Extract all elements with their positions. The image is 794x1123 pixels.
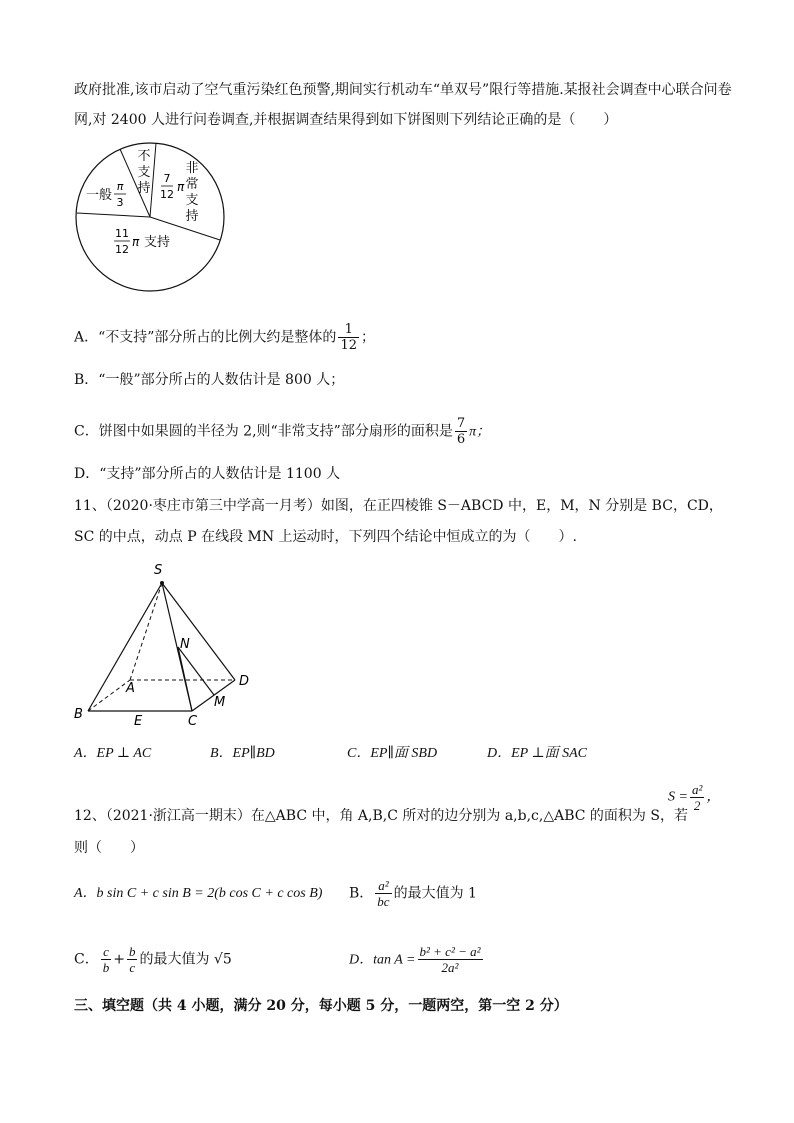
q12-line1: 12、（2021·浙江高一期末）在△ABC 中，角 A,B,C 所对的边分别为 a,b,c,△ABC 的面积为 S，若	[74, 808, 688, 824]
svg-text:支: 支	[137, 165, 151, 180]
fraction: $\frac{\text{a²}}{2}$	[691, 782, 703, 813]
slice-label-neutral	[86, 180, 126, 209]
vertex-c: C	[188, 714, 198, 728]
svg-text:一般: 一般	[86, 188, 113, 203]
fraction: $\frac{\text{a²}}{bc}$	[377, 878, 390, 909]
q10-option-c: C．饼图中如果圆的半径为 2,则“非常支持”部分扇形的面积是 $\frac{7}{6}$ π；	[74, 416, 491, 447]
svg-text:12: 12	[115, 243, 129, 256]
svg-text:7: 7	[163, 172, 171, 185]
vertex-a: A	[126, 681, 135, 696]
fraction: $\frac{b}{c}$	[128, 944, 136, 975]
q12-option-d: D．tan A = $\frac{\text{b² + c² − a²}}{\text{2a²}}$	[349, 944, 481, 975]
q10-option-a: A．“不支持”部分所占的比例大约是整体的 $\frac{1}{12}$ ；	[74, 322, 375, 353]
q12-line2: 则（ ）	[74, 840, 144, 856]
q10-intro-line2: 网,对 2400 人进行问卷调查,并根据调查结果得到如下饼图则下列结论正确的是（ ）	[74, 112, 618, 128]
point-m: M	[214, 695, 226, 710]
point-n: N	[180, 637, 190, 652]
pyramid-figure	[70, 558, 260, 728]
vertex-b: B	[74, 707, 83, 722]
vertex-d: D	[239, 674, 250, 689]
q11-line1: 11、（2020·枣庄市第三中学高一月考）如图，在正四棱锥 S－ABCD 中，E，M，N 分别是 BC，CD，	[74, 498, 723, 514]
svg-text:11: 11	[115, 227, 129, 240]
svg-text:12: 12	[160, 188, 174, 201]
slice-label-not-support	[137, 149, 150, 196]
svg-text:常: 常	[185, 177, 199, 192]
svg-text:支持: 支持	[144, 235, 171, 250]
fraction: $\frac{7}{6}$	[456, 416, 466, 447]
slice-label-strong-support	[160, 160, 199, 224]
q10-option-b: B．“一般”部分所占的人数估计是 800 人；	[74, 372, 345, 388]
point-e: E	[134, 714, 143, 728]
svg-text:持: 持	[185, 209, 199, 224]
svg-text:π: π	[177, 180, 185, 194]
section-3-title: 三、填空题（共 4 小题，满分 20 分，每小题 5 分，一题两空，第一空 2 分）	[74, 998, 568, 1014]
svg-text:不: 不	[137, 149, 151, 164]
q11-option-c: C．EP∥面 SBD	[347, 746, 438, 761]
q12-option-a: A．b sin C + c sin B = 2(b cos C + c cos B)	[74, 886, 323, 901]
q11-option-b: B．EP∥BD	[210, 746, 275, 761]
svg-text:3: 3	[116, 196, 124, 209]
q12-option-c: C． $\frac{c}{b}$ + $\frac{b}{c}$ 的最大值为 √5	[74, 944, 232, 975]
q12-option-b: B． $\frac{\text{a²}}{bc}$ 的最大值为 1	[349, 878, 477, 909]
fraction: $\frac{1}{12}$	[340, 322, 357, 353]
svg-text:支: 支	[185, 193, 199, 208]
q12-area-formula: S = $\frac{\text{a²}}{2}$ ，	[668, 782, 721, 813]
q10-intro-line1: 政府批准,该市启动了空气重污染红色预警,期间实行机动车“单双号”限行等措施.某报社会调查中心联合问卷	[74, 82, 732, 98]
fraction: $\frac{c}{b}$	[102, 944, 110, 975]
vertex-s: S	[154, 563, 163, 578]
q11-option-d: D．EP ⊥面 SAC	[487, 746, 588, 761]
fraction: $\frac{\text{b² + c² − a²}}{\text{2a²}}$	[419, 944, 481, 975]
q10-option-d: D．“支持”部分所占的人数估计是 1100 人	[74, 466, 341, 482]
svg-text:持: 持	[137, 181, 151, 196]
q11-line2: SC 的中点，动点 P 在线段 MN 上运动时，下列四个结论中恒成立的为（ ）.	[74, 529, 578, 545]
svg-text:π: π	[116, 180, 124, 193]
survey-pie-chart	[70, 140, 230, 300]
svg-text:π: π	[132, 235, 140, 249]
svg-text:非: 非	[185, 161, 199, 176]
slice-label-support	[114, 227, 170, 256]
q11-option-a: A．EP ⊥ AC	[74, 746, 152, 761]
